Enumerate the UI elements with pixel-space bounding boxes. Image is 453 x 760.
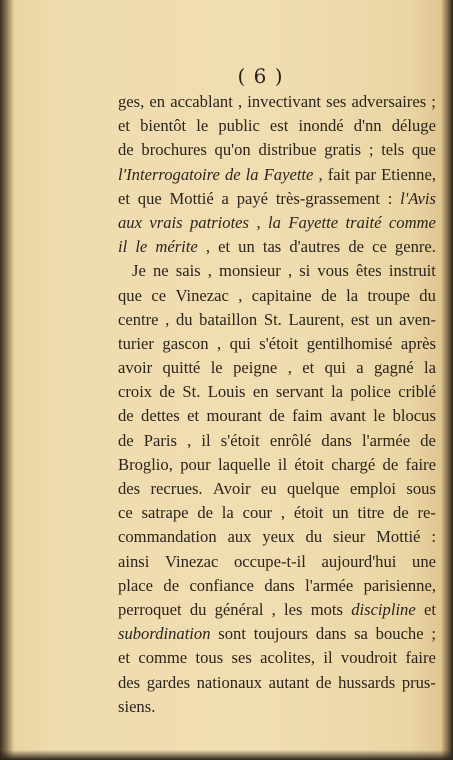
word: d'nn	[353, 116, 382, 136]
word: ,	[207, 261, 212, 281]
word: ,	[287, 261, 293, 281]
word: du	[189, 599, 207, 619]
word: gascon	[162, 333, 209, 353]
word: tels	[381, 140, 405, 160]
word: la	[221, 503, 234, 523]
word: après	[400, 333, 436, 353]
word: satrape	[141, 503, 189, 523]
word: inondé	[298, 116, 344, 136]
word: est	[269, 116, 289, 136]
text-line	[118, 259, 436, 283]
word: le	[210, 358, 223, 378]
word: place	[118, 575, 154, 595]
word: ,	[187, 430, 192, 450]
text-line	[118, 163, 436, 187]
word: le	[373, 406, 386, 426]
word: bataillon	[199, 309, 258, 329]
word: ges,	[118, 92, 145, 111]
word: aux	[227, 527, 252, 547]
word: brochures	[141, 140, 207, 160]
page-number: ( 6 )	[237, 64, 284, 88]
text-line	[118, 550, 436, 574]
word: en	[252, 382, 269, 402]
text-line	[118, 501, 436, 525]
word: gardes	[146, 672, 191, 692]
text-line	[118, 356, 436, 380]
word: gagné	[373, 358, 414, 378]
word: l'armée	[305, 575, 354, 595]
word: vous	[317, 261, 349, 281]
text-line	[118, 453, 436, 477]
word: monsieur	[219, 261, 281, 281]
word: des	[118, 479, 141, 498]
word: mourant	[206, 406, 262, 426]
word: général	[214, 599, 264, 619]
word: ;	[431, 624, 436, 644]
word: a	[356, 358, 364, 378]
word: une	[412, 551, 436, 571]
italic-word: comme	[388, 212, 436, 232]
word: sa	[354, 624, 368, 644]
word: un	[238, 237, 255, 257]
word: aujourd'hui	[321, 551, 397, 571]
word: laquelle	[217, 454, 271, 474]
word: Broglio,	[118, 454, 173, 474]
word: qui	[324, 358, 346, 378]
word: eu	[260, 479, 277, 498]
word: êtes	[355, 261, 382, 281]
text-line	[118, 695, 436, 719]
word: bouche	[375, 624, 424, 644]
word: de	[382, 454, 399, 474]
italic-word: l'Avis	[400, 188, 436, 208]
word: sieur	[333, 527, 366, 547]
word: ,	[238, 285, 243, 305]
word: les	[284, 599, 303, 619]
word: pour	[180, 454, 211, 474]
word: de	[159, 382, 176, 402]
word: il	[323, 648, 333, 668]
word: ,	[205, 237, 211, 257]
word: distribue	[258, 140, 317, 160]
text-line	[118, 646, 436, 670]
word: la	[346, 285, 359, 305]
text-line	[118, 477, 436, 501]
text-line	[118, 235, 436, 259]
italic-word: discipline	[351, 599, 416, 619]
word: de	[118, 430, 134, 450]
word: servant	[275, 382, 324, 402]
word: aven-	[399, 309, 436, 329]
text-line	[118, 671, 436, 695]
word: sais	[175, 261, 201, 281]
word: le	[196, 116, 209, 136]
text-line	[118, 525, 436, 549]
word: titre	[357, 503, 385, 523]
word: quitté	[162, 358, 201, 378]
word: de	[118, 406, 134, 426]
italic-word: vrais	[149, 212, 183, 232]
word: dans	[264, 575, 295, 595]
word: :	[387, 188, 393, 208]
word: faim	[292, 406, 323, 426]
word: public	[218, 116, 260, 136]
word: ce	[151, 285, 167, 305]
word: St.	[182, 382, 201, 402]
italic-word: patriotes	[190, 212, 250, 232]
word: ainsi	[118, 551, 150, 571]
italic-word: l'Interrogatoire	[118, 164, 220, 184]
word: gentilhomisé	[306, 333, 393, 353]
word: police	[350, 382, 391, 402]
word: étoit	[294, 454, 324, 474]
italic-word: aux	[118, 212, 142, 232]
word: capitaine	[251, 285, 312, 305]
word: acolites,	[260, 648, 315, 668]
word: voudroit	[340, 648, 398, 668]
word: :	[431, 527, 436, 547]
text-line	[118, 598, 436, 622]
word: s'étoit	[220, 430, 260, 450]
text-line	[118, 380, 436, 404]
word: toujours	[253, 624, 309, 644]
word: Vinezac	[164, 551, 219, 571]
word: recrues.	[150, 479, 203, 498]
text-line	[118, 574, 436, 598]
text-line	[118, 404, 436, 428]
word: instruit	[388, 261, 436, 281]
word: accablant	[170, 92, 233, 111]
word: de	[269, 406, 285, 426]
word: payé	[236, 188, 269, 208]
word: bientôt	[140, 116, 187, 136]
text-line	[118, 429, 436, 453]
word: et	[187, 406, 200, 426]
word: gratis	[324, 140, 362, 160]
word: tous	[195, 648, 224, 668]
word: d'autres	[289, 237, 341, 257]
word: du	[419, 285, 436, 305]
word: ce	[372, 237, 387, 257]
word: l'armée	[361, 430, 411, 450]
word: enrôlé	[269, 430, 312, 450]
word: que	[411, 140, 436, 160]
word: avoir	[118, 358, 153, 378]
word: avant	[329, 406, 366, 426]
word: hussards	[338, 672, 396, 692]
italic-word: de	[224, 164, 241, 184]
text-line	[118, 114, 436, 138]
word: de	[348, 237, 365, 257]
word: de	[118, 140, 134, 160]
page-bottom-shadow	[0, 750, 453, 760]
word: adversaires	[351, 92, 427, 111]
word: de	[420, 430, 436, 450]
word: Paris	[143, 430, 177, 450]
word: de	[197, 503, 213, 523]
word: est	[350, 309, 370, 329]
page-left-shadow	[0, 0, 14, 760]
word: tas	[262, 237, 282, 257]
italic-word: Fayette	[263, 164, 314, 184]
word: troupe	[367, 285, 410, 305]
word: mots	[310, 599, 343, 619]
word: si	[299, 261, 311, 281]
word: quelque	[286, 479, 340, 498]
word: comme	[138, 648, 188, 668]
word: peigne	[233, 358, 278, 378]
word: la	[331, 382, 344, 402]
text-line	[118, 211, 436, 235]
italic-word: la	[245, 164, 259, 184]
text-line	[118, 308, 436, 332]
word: Louis	[207, 382, 246, 402]
word: fait	[327, 164, 350, 184]
word: et	[118, 188, 130, 208]
italic-word: il	[118, 237, 128, 257]
word: genre.	[394, 237, 436, 257]
text-line	[118, 187, 436, 211]
word: invectivant	[247, 92, 321, 111]
word: et	[118, 116, 130, 136]
word: la	[424, 358, 436, 378]
word: ce	[118, 503, 133, 523]
word: il	[277, 454, 288, 474]
word: dettes	[141, 406, 180, 426]
word: ,	[237, 92, 243, 111]
word: centre	[118, 309, 159, 329]
word: ;	[368, 140, 374, 160]
word: par	[354, 164, 377, 184]
word: ne	[152, 261, 169, 281]
text-line	[118, 622, 436, 646]
word: confiance	[189, 575, 254, 595]
word: que	[137, 188, 162, 208]
word: de	[163, 575, 180, 595]
word: autant	[268, 672, 310, 692]
italic-word: Fayette	[288, 212, 339, 232]
word: en	[149, 92, 166, 111]
word: Vinezac	[175, 285, 229, 305]
word: du	[175, 309, 193, 329]
word: criblé	[398, 382, 436, 402]
italic-word: mérite	[155, 237, 198, 257]
word: re-	[417, 503, 436, 523]
word: s'étoit	[259, 333, 299, 353]
word: occupe-t-il	[233, 551, 306, 571]
word: Avoir	[213, 479, 251, 498]
word: et	[118, 648, 130, 668]
word: Etienne,	[381, 164, 436, 184]
word: parisienne,	[363, 575, 436, 595]
word: dans	[321, 430, 352, 450]
italic-word: le	[135, 237, 148, 257]
word: et	[218, 237, 231, 257]
word: du	[305, 527, 323, 547]
word: qu'on	[214, 140, 251, 160]
word: ,	[271, 599, 276, 619]
word: ,	[216, 333, 222, 353]
word: très-grassement	[275, 188, 380, 208]
word: chargé	[331, 454, 376, 474]
word: Laurent,	[288, 309, 345, 329]
text-line	[118, 284, 436, 308]
word: emploi	[349, 479, 396, 498]
word: St.	[263, 309, 282, 329]
word: qui	[229, 333, 251, 353]
word: un	[375, 309, 393, 329]
word: yeux	[262, 527, 295, 547]
word: et	[423, 599, 436, 619]
word: commandation	[118, 527, 217, 547]
text-line	[118, 90, 436, 114]
word: étoit	[293, 503, 324, 523]
word: a	[221, 188, 229, 208]
word: déluge	[391, 116, 436, 136]
word: blocus	[392, 406, 436, 426]
word: ,	[318, 164, 323, 184]
word: il	[201, 430, 211, 450]
word: faire	[405, 454, 436, 474]
italic-word: subordination	[118, 624, 211, 644]
word: cour	[242, 503, 273, 523]
body-text	[118, 90, 436, 719]
word: sont	[218, 624, 246, 644]
text-line	[118, 332, 436, 356]
word: Je	[132, 261, 146, 281]
word: ses	[326, 92, 347, 111]
word: croix	[118, 382, 153, 402]
italic-word: ,	[256, 212, 261, 232]
word: sous	[406, 479, 436, 498]
word: un	[332, 503, 349, 523]
word: siens.	[118, 696, 156, 716]
word: nationaux	[196, 672, 263, 692]
word: dans	[315, 624, 347, 644]
word: Mottié	[169, 188, 214, 208]
word: ;	[431, 92, 436, 111]
word: perroquet	[118, 599, 182, 619]
word: Mottié	[376, 527, 421, 547]
word: ,	[165, 309, 170, 329]
word: ,	[287, 358, 292, 378]
word: de	[321, 285, 337, 305]
word: ,	[280, 503, 286, 523]
word: ses	[231, 648, 252, 668]
italic-word: la	[268, 212, 281, 232]
word: et	[302, 358, 315, 378]
word: de	[393, 503, 409, 523]
word: faire	[405, 648, 436, 668]
text-line	[118, 138, 436, 162]
word: de	[315, 672, 332, 692]
page-right-shadow	[441, 0, 453, 760]
word: des	[118, 672, 141, 692]
italic-word: traité	[345, 212, 382, 232]
word: prus-	[401, 672, 436, 692]
word: que	[118, 285, 142, 305]
word: turier	[118, 333, 154, 353]
